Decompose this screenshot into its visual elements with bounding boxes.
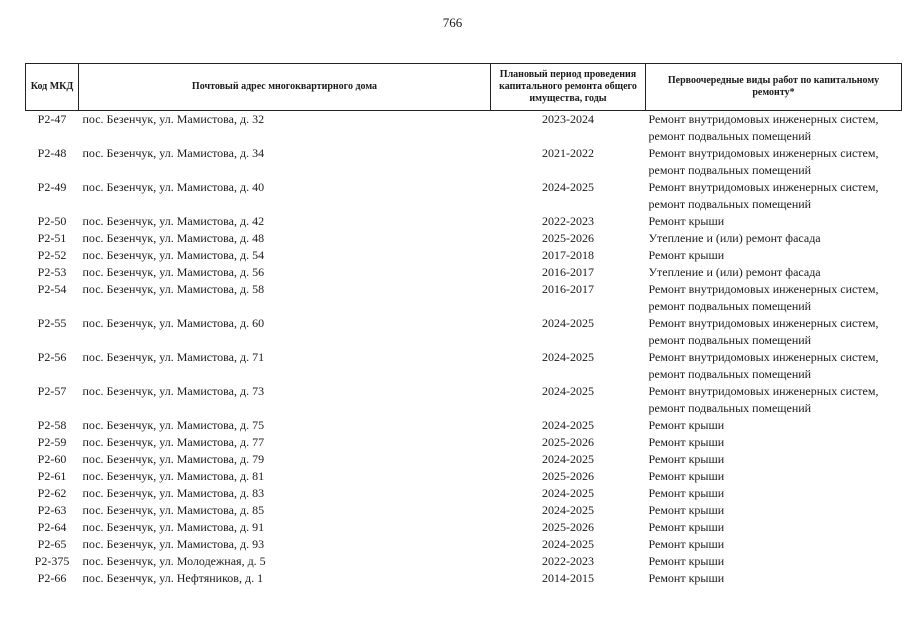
cell-period: 2025-2026 — [542, 469, 594, 483]
table-row — [26, 434, 902, 451]
cell-work: Ремонт внутридомовых инженерных систем, ремонт подвальных помещений — [648, 112, 879, 143]
cell-address: пос. Безенчук, ул. Мамистова, д. 81 — [82, 469, 265, 483]
table-row — [26, 485, 902, 502]
table-row — [26, 553, 902, 570]
header-address: Почтовый адрес многоквартирного дома — [79, 64, 491, 111]
cell-period: 2024-2025 — [542, 384, 594, 398]
cell-work: Ремонт внутридомовых инженерных систем, ремонт подвальных помещений — [648, 384, 879, 415]
table-row — [26, 349, 902, 383]
cell-period: 2024-2025 — [542, 503, 594, 517]
table-row — [26, 230, 902, 247]
cell-address: пос. Безенчук, ул. Мамистова, д. 60 — [82, 316, 265, 330]
table-row — [26, 247, 902, 264]
cell-period: 2016-2017 — [542, 282, 594, 296]
cell-address: пос. Безенчук, ул. Мамистова, д. 71 — [82, 350, 265, 364]
cell-code: Р2-55 — [37, 316, 67, 330]
table-row — [26, 145, 902, 179]
cell-period: 2016-2017 — [542, 265, 594, 279]
table-row — [26, 281, 902, 315]
cell-address: пос. Безенчук, ул. Мамистова, д. 48 — [82, 231, 265, 245]
cell-code: Р2-53 — [37, 265, 67, 279]
cell-period: 2024-2025 — [542, 452, 594, 466]
cell-work: Утепление и (или) ремонт фасада — [648, 265, 821, 279]
cell-address: пос. Безенчук, ул. Мамистова, д. 91 — [82, 520, 265, 534]
cell-work: Ремонт внутридомовых инженерных систем, ремонт подвальных помещений — [648, 350, 879, 381]
cell-code: Р2-50 — [37, 214, 67, 228]
table-row — [26, 315, 902, 349]
cell-work: Ремонт внутридомовых инженерных систем, ремонт подвальных помещений — [648, 316, 879, 347]
header-code: Код МКД — [26, 64, 79, 111]
cell-address: пос. Безенчук, ул. Мамистова, д. 83 — [82, 486, 265, 500]
cell-work: Ремонт крыши — [648, 486, 725, 500]
cell-code: Р2-57 — [37, 384, 67, 398]
cell-code: Р2-52 — [37, 248, 67, 262]
table-row — [26, 519, 902, 536]
cell-address: пос. Безенчук, ул. Мамистова, д. 58 — [82, 282, 265, 296]
cell-address: пос. Безенчук, ул. Мамистова, д. 93 — [82, 537, 265, 551]
table-row — [26, 570, 902, 587]
cell-address: пос. Безенчук, ул. Мамистова, д. 42 — [82, 214, 265, 228]
cell-period: 2024-2025 — [542, 537, 594, 551]
cell-work: Ремонт крыши — [648, 537, 725, 551]
cell-work: Утепление и (или) ремонт фасада — [648, 231, 821, 245]
table-header — [26, 64, 902, 111]
cell-work: Ремонт крыши — [648, 503, 725, 517]
cell-code: Р2-60 — [37, 452, 67, 466]
cell-code: Р2-51 — [37, 231, 67, 245]
page-number: 766 — [442, 15, 463, 30]
cell-period: 2024-2025 — [542, 180, 594, 194]
cell-work: Ремонт крыши — [648, 214, 725, 228]
cell-period: 2025-2026 — [542, 231, 594, 245]
table-row — [26, 417, 902, 434]
cell-code: Р2-56 — [37, 350, 67, 364]
cell-work: Ремонт крыши — [648, 520, 725, 534]
cell-period: 2025-2026 — [542, 435, 594, 449]
repair-schedule-table — [25, 63, 902, 587]
cell-code: Р2-54 — [37, 282, 67, 296]
table-body — [26, 111, 902, 588]
cell-period: 2022-2023 — [542, 554, 594, 568]
cell-period: 2014-2015 — [542, 571, 594, 585]
cell-period: 2021-2022 — [542, 146, 594, 160]
table-row — [26, 264, 902, 281]
cell-code: Р2-58 — [37, 418, 67, 432]
cell-work: Ремонт крыши — [648, 452, 725, 466]
cell-address: пос. Безенчук, ул. Мамистова, д. 54 — [82, 248, 265, 262]
cell-address: пос. Безенчук, ул. Мамистова, д. 32 — [82, 112, 265, 126]
table-row — [26, 536, 902, 553]
cell-code: Р2-63 — [37, 503, 67, 517]
cell-period: 2024-2025 — [542, 418, 594, 432]
cell-work: Ремонт внутридомовых инженерных систем, ремонт подвальных помещений — [648, 282, 879, 313]
cell-period: 2025-2026 — [542, 520, 594, 534]
cell-code: Р2-48 — [37, 146, 67, 160]
table-row — [26, 179, 902, 213]
cell-address: пос. Безенчук, ул. Нефтяников, д. 1 — [82, 571, 264, 585]
cell-code: Р2-47 — [37, 112, 67, 126]
cell-address: пос. Безенчук, ул. Мамистова, д. 40 — [82, 180, 265, 194]
cell-work: Ремонт крыши — [648, 554, 725, 568]
cell-address: пос. Безенчук, ул. Мамистова, д. 77 — [82, 435, 265, 449]
header-row — [26, 64, 902, 111]
cell-code: Р2-59 — [37, 435, 67, 449]
table-row — [26, 213, 902, 230]
cell-address: пос. Безенчук, ул. Мамистова, д. 34 — [82, 146, 265, 160]
cell-address: пос. Безенчук, ул. Мамистова, д. 79 — [82, 452, 265, 466]
cell-work: Ремонт крыши — [648, 248, 725, 262]
table-row — [26, 451, 902, 468]
table-row — [26, 383, 902, 417]
cell-work: Ремонт внутридомовых инженерных систем, ремонт подвальных помещений — [648, 146, 879, 177]
cell-work: Ремонт внутридомовых инженерных систем, ремонт подвальных помещений — [648, 180, 879, 211]
cell-code: Р2-61 — [37, 469, 67, 483]
cell-work: Ремонт крыши — [648, 469, 725, 483]
cell-address: пос. Безенчук, ул. Мамистова, д. 85 — [82, 503, 265, 517]
cell-period: 2024-2025 — [542, 350, 594, 364]
cell-code: Р2-64 — [37, 520, 67, 534]
cell-work: Ремонт крыши — [648, 418, 725, 432]
cell-code: Р2-66 — [37, 571, 67, 585]
cell-period: 2023-2024 — [542, 112, 594, 126]
cell-code: Р2-62 — [37, 486, 67, 500]
cell-period: 2024-2025 — [542, 486, 594, 500]
cell-period: 2022-2023 — [542, 214, 594, 228]
cell-work: Ремонт крыши — [648, 435, 725, 449]
cell-address: пос. Безенчук, ул. Молодежная, д. 5 — [82, 554, 266, 568]
cell-code: Р2-65 — [37, 537, 67, 551]
cell-code: Р2-375 — [34, 554, 70, 568]
cell-code: Р2-49 — [37, 180, 67, 194]
cell-address: пос. Безенчук, ул. Мамистова, д. 73 — [82, 384, 265, 398]
table-row — [26, 111, 902, 146]
cell-address: пос. Безенчук, ул. Мамистова, д. 56 — [82, 265, 265, 279]
header-work: Первоочередные виды работ по капитальному ремонту* — [646, 64, 902, 111]
cell-period: 2024-2025 — [542, 316, 594, 330]
table-row — [26, 468, 902, 485]
cell-work: Ремонт крыши — [648, 571, 725, 585]
cell-address: пос. Безенчук, ул. Мамистова, д. 75 — [82, 418, 265, 432]
cell-period: 2017-2018 — [542, 248, 594, 262]
table-row — [26, 502, 902, 519]
header-period: Плановый период проведения капитального ремонта общего имущества, годы — [491, 64, 646, 111]
